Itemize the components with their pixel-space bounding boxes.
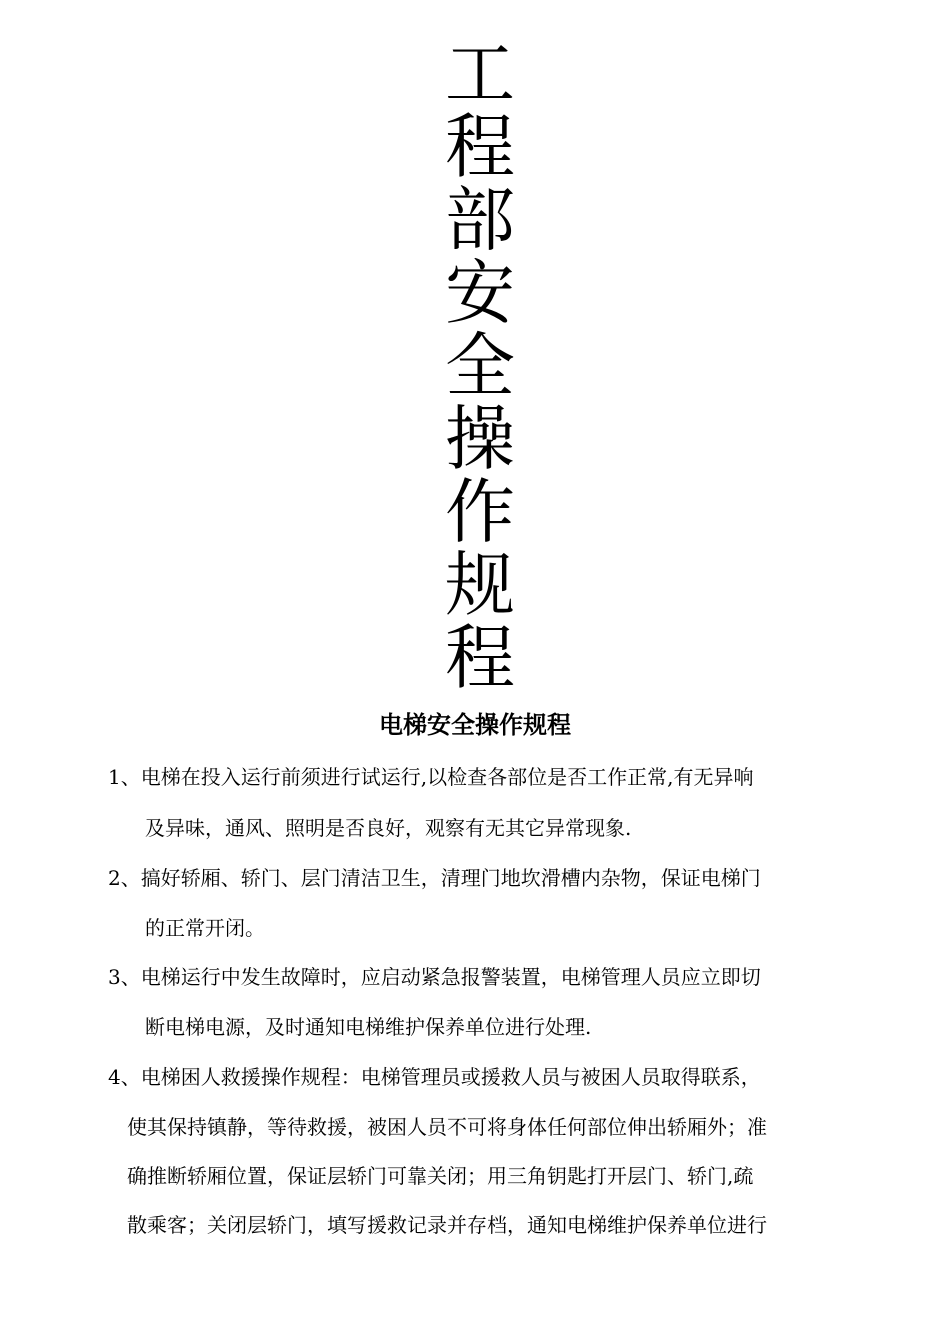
list-item-1-line-1 [108,752,753,802]
vertical-title-char: 安 [445,252,515,334]
list-item-4-line-3: 确推断轿厢位置，保证层轿门可靠关闭；用三角钥匙打开层门、轿门,疏 [127,1164,754,1188]
vertical-title-char: 程 [445,617,515,699]
list-item-4-line-1 [108,1052,761,1102]
list-item-3-line-1 [108,952,761,1002]
list-item-2-line-1 [108,853,761,903]
vertical-title-char: 工 [445,33,515,115]
list-item-4-line-4: 散乘客；关闭层轿门，填写援救记录并存档，通知电梯维护保养单位进行 [127,1213,767,1237]
vertical-title-char: 部 [445,179,515,261]
item-text: 电梯运行中发生故障时，应启动紧急报警装置，电梯管理人员应立即切 [140,965,761,989]
item-text: 电梯困人救援操作规程：电梯管理员或援救人员与被困人员取得联系， [140,1065,761,1089]
item-number: 1、 [108,765,141,789]
vertical-title [440,33,520,699]
list-item-3-line-2: 断电梯电源，及时通知电梯维护保养单位进行处理. [145,1015,592,1039]
list-item-4-line-2: 使其保持镇静，等待救援，被困人员不可将身体任何部位伸出轿厢外；准 [127,1115,767,1139]
section-title: 电梯安全操作规程 [379,711,571,739]
vertical-title-char: 程 [445,106,515,188]
item-text: 搞好轿厢、轿门、层门清洁卫生，清理门地坎滑槽内杂物，保证电梯门 [140,866,761,890]
item-number: 3、 [108,965,141,989]
vertical-title-char: 规 [445,544,515,626]
vertical-title-char: 操 [445,398,515,480]
list-item-2-line-2: 的正常开闭。 [145,916,265,940]
item-number: 4、 [108,1065,141,1089]
vertical-title-char: 作 [445,471,515,553]
item-number: 2、 [108,866,141,890]
vertical-title-char: 全 [445,325,515,407]
list-item-1-line-2: 及异味，通风、照明是否良好，观察有无其它异常现象. [145,816,632,840]
item-text: 电梯在投入运行前须进行试运行,以检查各部位是否工作正常,有无异响 [140,765,754,789]
